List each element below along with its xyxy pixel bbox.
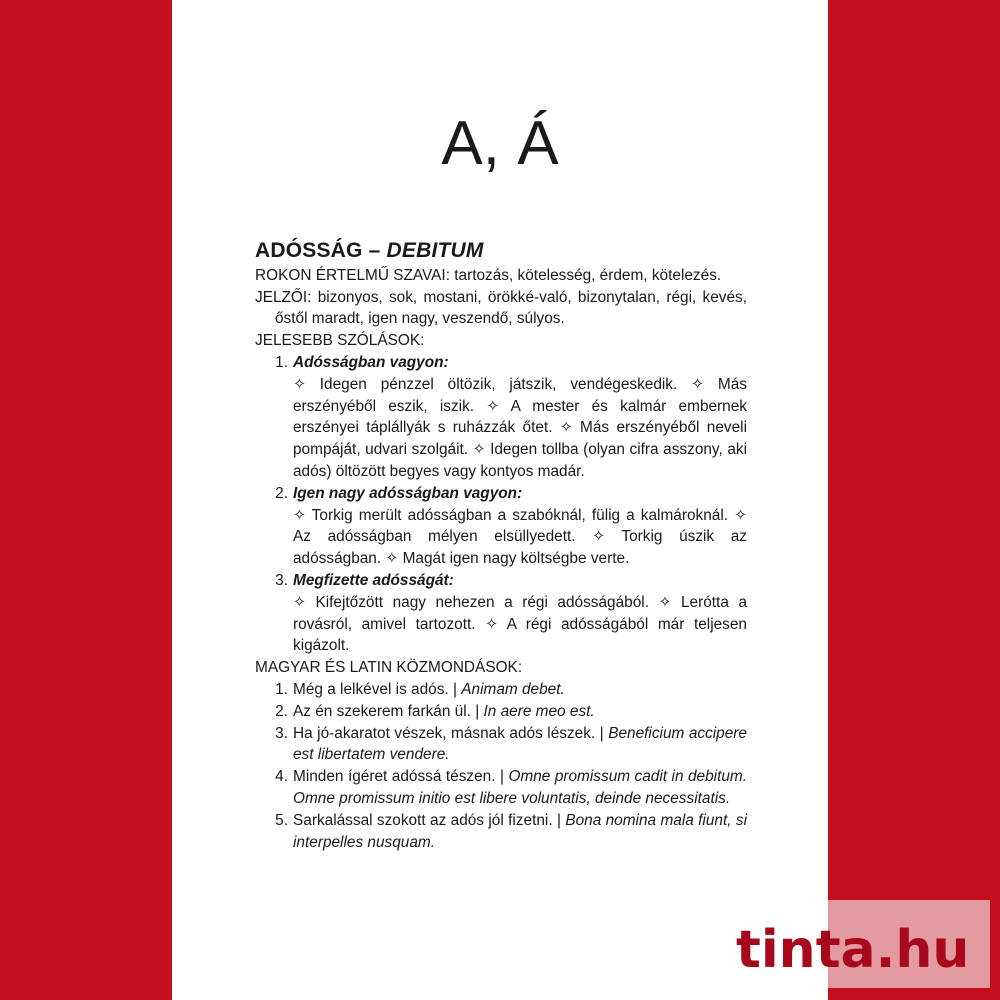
list-item xyxy=(255,701,747,723)
saying-phrase: Igen nagy adósságban vagyon: xyxy=(293,484,523,502)
proverb-latin: Omne promissum cadit in debitum. Omne promissum initio est libere voluntatis, deinde necessitatis. xyxy=(293,768,747,807)
section-letter-heading: A, Á xyxy=(441,109,559,178)
list-item xyxy=(255,679,747,701)
saying-phrase: Megfizette adósságát: xyxy=(293,571,454,589)
list-item xyxy=(255,723,747,767)
sayings-label: JELESEBB SZÓLÁSOK: xyxy=(255,332,425,350)
dictionary-entry xyxy=(255,240,747,853)
item-number: 3. xyxy=(275,724,288,742)
item-number: 2. xyxy=(275,484,288,502)
item-number: 4. xyxy=(275,768,288,786)
saying-text: ✧ Torkig merült adósságban a szabóknál, fülig a kalmároknál. ✧ Az adósságban mélyen elsüllyedett. ✧ Torkig úszik az adósságban. ✧ Magát igen nagy költségbe verte. xyxy=(293,506,747,568)
saying-text: ✧ Kifejtőzött nagy nehezen a régi adósságából. ✧ Lerótta a rovásról, amivel tartozott. ✧ A régi adósságából már teljesen kigázolt. xyxy=(293,593,747,655)
proverb-latin: In aere meo est. xyxy=(483,702,595,720)
book-page xyxy=(172,0,828,1000)
item-number: 2. xyxy=(275,702,288,720)
proverb-latin: Bona nomina mala fiunt, si interpelles nusquam. xyxy=(293,811,747,851)
tinta-logo: tinta.hu xyxy=(736,920,970,980)
synonyms-line: ROKON ÉRTELMŰ SZAVAI: tartozás, kötelesség, érdem, kötelezés. xyxy=(255,266,722,284)
proverbs-list xyxy=(255,679,747,853)
item-number: 1. xyxy=(275,353,288,371)
saying-text: ✧ Idegen pénzzel öltözik, játszik, vendégeskedik. ✧ Más erszényéből eszik, iszik. ✧ A mester és kalmár embernek erszényei táplállyák s ruházzák őtet. ✧ Más erszényéből neveli pompáját, udvari szolgáit. ✧ Idegen tollba (olyan cifra asszony, aki adós) öltözött begyes vagy kontyos madár. xyxy=(293,375,747,480)
proverb-hungarian: Ha jó-akaratot vészek, másnak adós lészek. | xyxy=(293,724,609,742)
headword-hungarian: ADÓSSÁG – xyxy=(255,239,381,262)
proverb-latin: Beneficium accipere est libertatem vendere. xyxy=(293,724,747,764)
proverb-hungarian: Még a lelkével is adós. | xyxy=(293,680,462,698)
entry-headword xyxy=(255,240,747,262)
item-number: 1. xyxy=(275,680,288,698)
proverb-latin: Animam debet. xyxy=(461,680,565,698)
list-item xyxy=(255,766,747,810)
saying-phrase: Adósságban vagyon: xyxy=(293,353,449,371)
list-item xyxy=(255,810,747,854)
list-item xyxy=(255,483,747,570)
item-number: 5. xyxy=(275,811,288,829)
proverb-hungarian: Sarkalással szokott az adós jól fizetni. | xyxy=(293,811,566,829)
attributives-line: JELZŐI: bizonyos, sok, mostani, örökké-való, bizonytalan, régi, kevés, őstől maradt, igen nagy, veszendő, súlyos. xyxy=(255,288,747,328)
item-number: 3. xyxy=(275,571,288,589)
proverbs-label: MAGYAR ÉS LATIN KÖZMONDÁSOK: xyxy=(255,659,523,677)
sayings-list xyxy=(255,352,747,657)
list-item xyxy=(255,570,747,657)
list-item xyxy=(255,352,747,483)
proverb-hungarian: Minden ígéret adóssá tészen. | xyxy=(293,768,509,786)
proverb-hungarian: Az én szekerem farkán ül. | xyxy=(293,702,484,720)
headword-latin: DEBITUM xyxy=(386,239,484,262)
